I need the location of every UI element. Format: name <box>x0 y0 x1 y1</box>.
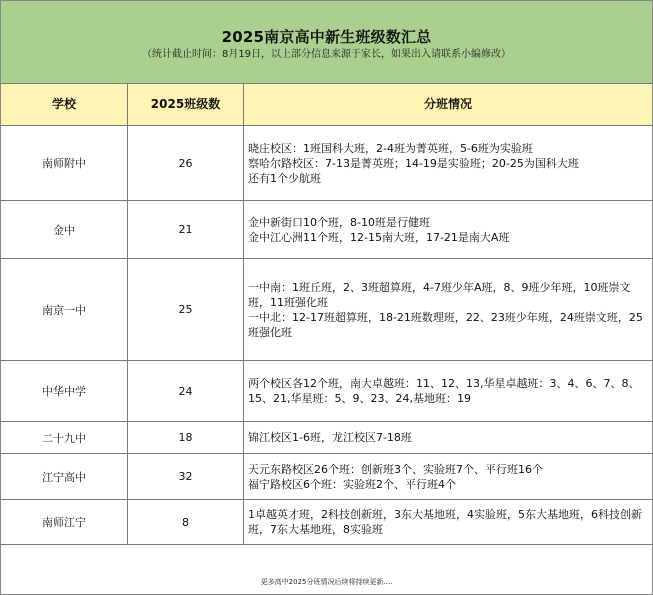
table-row <box>1 259 652 361</box>
footer-note: 更多高中2025分班情况后续将持续更新.... <box>260 578 393 586</box>
class-detail: 两个校区各12个班，南大卓越班：11、12、13,华星卓越班：3、4、6、7、8、15、21,华星班：5、9、23、24,基地班：19 <box>243 361 652 421</box>
title-block <box>1 1 652 84</box>
class-count: 18 <box>127 422 243 453</box>
school-name: 江宁高中 <box>42 470 86 484</box>
table-row <box>1 454 652 500</box>
class-count: 24 <box>127 361 243 421</box>
page-title: 2025南京高中新生班级数汇总 <box>221 28 432 46</box>
class-detail: 一中南：1班丘班，2、3班超算班，4-7班少年A班，8、9班少年班，10班崇文班，11班强化班 一中北：12-17班超算班，18-21班数理班，22、23班少年班，24班崇文班，25班强化班 <box>243 259 652 360</box>
class-detail: 金中新街口10个班，8-10班是行健班 金中江心洲11个班，12-15南大班，17-21是南大A班 <box>243 201 652 258</box>
school-column-header: 学校 <box>51 97 76 111</box>
school-name: 二十九中 <box>42 431 86 445</box>
class-count: 25 <box>127 259 243 360</box>
class-count: 26 <box>127 126 243 200</box>
school-name: 中华中学 <box>42 385 86 398</box>
classes-column-header: 2025班级数 <box>127 84 243 125</box>
table-row <box>1 126 652 201</box>
class-count: 8 <box>127 500 243 544</box>
school-name: 南京一中 <box>42 303 86 317</box>
table-row <box>1 201 652 259</box>
table-header <box>1 84 652 126</box>
table-body <box>1 126 652 545</box>
class-detail: 晓庄校区：1班国科大班，2-4班为菁英班，5-6班为实验班 察哈尔路校区：7-13是菁英班；14-19是实验班；20-25为国科大班 还有1个少航班 <box>243 126 652 200</box>
school-name: 南师江宁 <box>42 516 86 529</box>
school-name: 金中 <box>53 223 75 237</box>
detail-column-header: 分班情况 <box>243 84 652 125</box>
class-detail: 天元东路校区26个班：创新班3个、实验班7个、平行班16个 福宁路校区6个班：实验班2个、平行班4个 <box>243 454 652 499</box>
page-subtitle: （统计截止时间：8月19日，以上部分信息来源于家长，如果出入请联系小编修改） <box>141 49 512 60</box>
class-count: 21 <box>127 201 243 258</box>
class-count: 32 <box>127 454 243 499</box>
table-row <box>1 361 652 422</box>
school-name: 南师附中 <box>42 157 86 170</box>
table-row <box>1 422 652 454</box>
class-detail: 锦江校区1-6班，龙江校区7-18班 <box>243 422 652 453</box>
table-row <box>1 500 652 545</box>
class-detail: 1卓越英才班，2科技创新班，3东大基地班，4实验班，5东大基地班，6科技创新班，7东大基地班，8实验班 <box>243 500 652 544</box>
